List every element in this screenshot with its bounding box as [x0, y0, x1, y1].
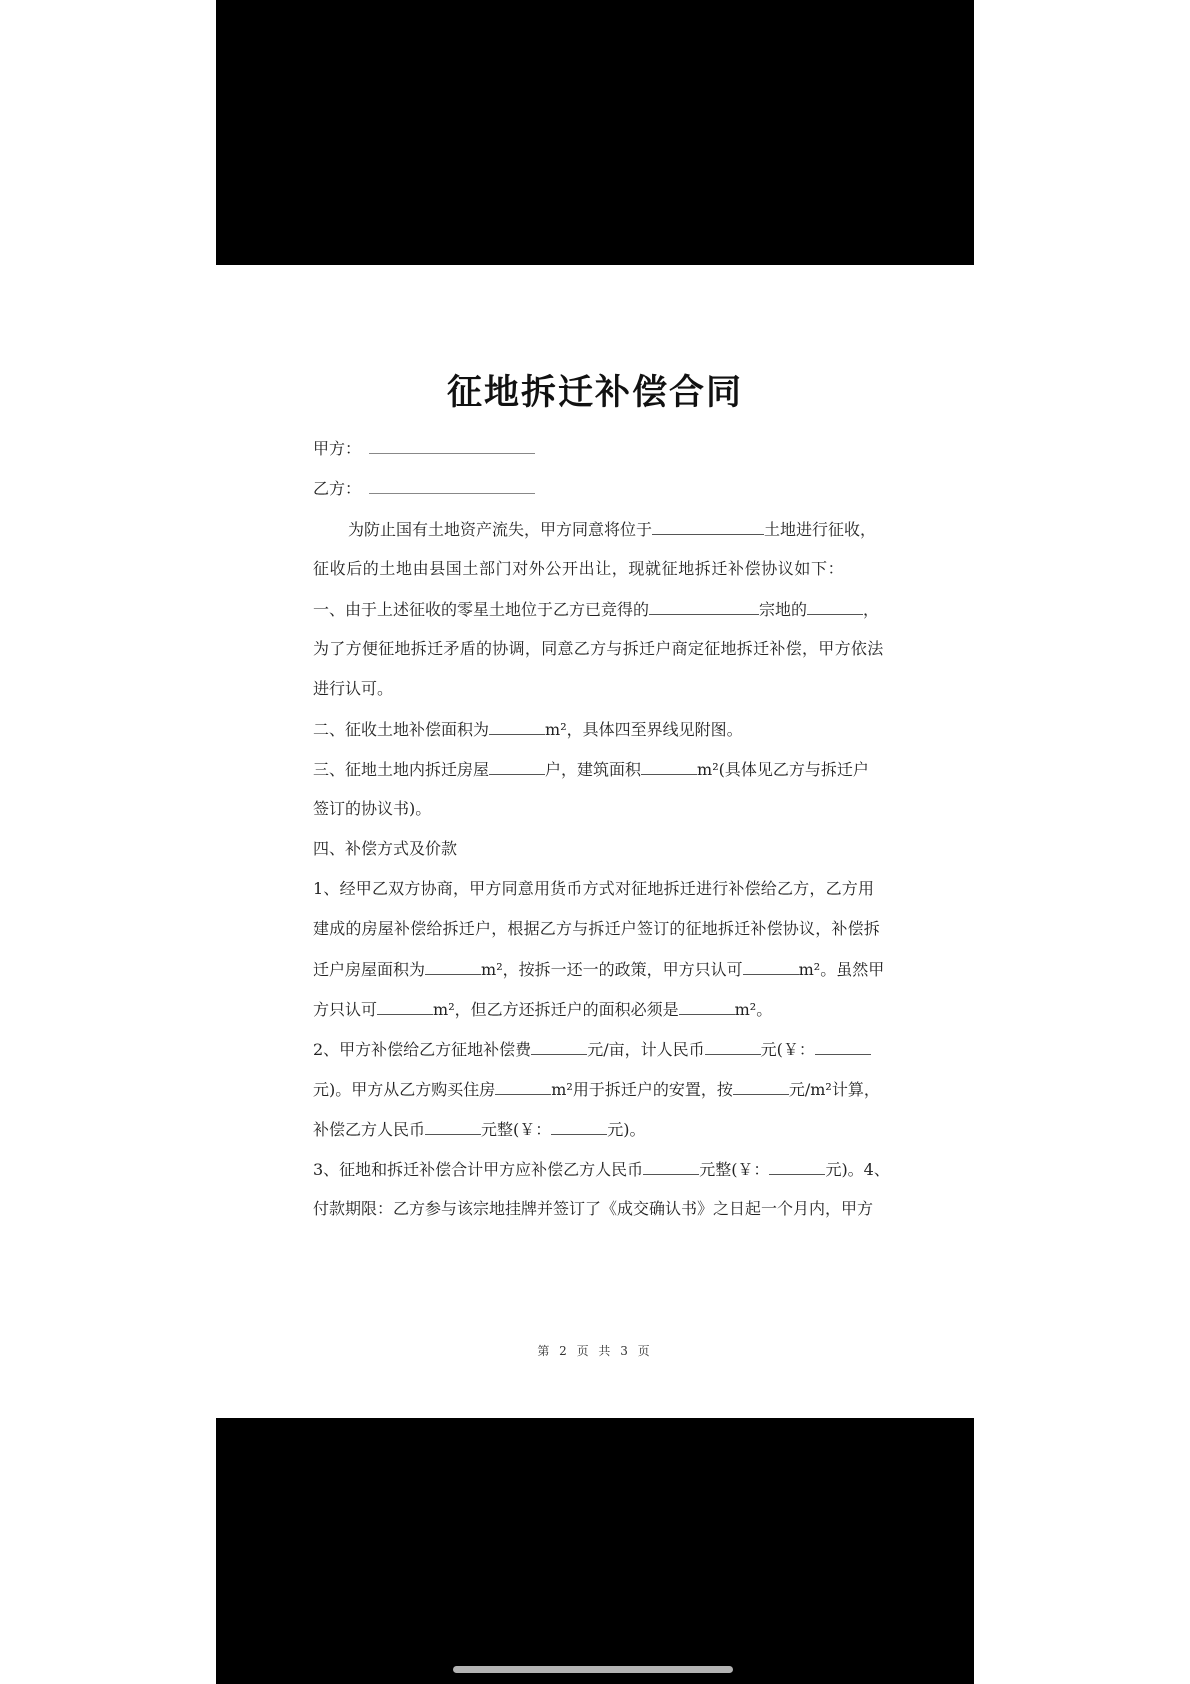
paragraph-line: 2、甲方补偿给乙方征地补偿费 元/亩，计人民币 元(￥：: [313, 1038, 871, 1061]
paragraph-line: 为防止国有土地资产流失，甲方同意将位于 土地进行征收，: [348, 520, 877, 539]
paragraph-line: 补偿乙方人民币 元整(￥： 元)。: [313, 1120, 646, 1139]
paragraph-line: 3、征地和拆迁补偿合计甲方应补偿乙方人民币 元整(￥： 元)。4、: [313, 1160, 890, 1179]
party-b-line: [313, 478, 535, 500]
clause-1-line: 一、由于上述征收的零星土地位于乙方已竞得的 宗地的 ，: [313, 600, 880, 619]
party-b-label: 乙方：: [313, 479, 362, 498]
clause-2-line: 二、征收土地补偿面积为 m²，具体四至界线见附图。: [313, 720, 743, 739]
top-black-band: [216, 0, 974, 265]
paragraph-line: 为了方便征地拆迁矛盾的协调，同意乙方与拆迁户商定征地拆迁补偿，甲方依法: [313, 639, 884, 658]
paragraph-line: 方只认可 m²，但乙方还拆迁户的面积必须是 m²。: [313, 1000, 773, 1019]
party-a-line: [313, 438, 535, 460]
bottom-black-band: [216, 1418, 974, 1684]
section-heading: 四、补偿方式及价款: [313, 839, 458, 858]
party-a-label: 甲方：: [313, 439, 362, 458]
page-title: 征地拆迁补偿合同: [446, 372, 743, 413]
paragraph-line: 1、经甲乙双方协商，甲方同意用货币方式对征地拆迁进行补偿给乙方，乙方用: [313, 879, 875, 898]
paragraph-line: 进行认可。: [313, 679, 394, 698]
paragraph-line: 迁户房屋面积为 m²，按拆一还一的政策，甲方只认可 m²。虽然甲: [313, 960, 885, 979]
paragraph-line: 付款期限：乙方参与该宗地挂牌并签订了《成交确认书》之日起一个月内，甲方: [313, 1199, 874, 1218]
party-b-blank: [369, 479, 535, 494]
page-number: 第 2 页 共 3 页: [537, 1344, 653, 1358]
paragraph-line: 元)。甲方从乙方购买住房 m²用于拆迁户的安置，按 元/m²计算，: [313, 1080, 880, 1099]
paragraph-line: 建成的房屋补偿给拆迁户，根据乙方与拆迁户签订的征地拆迁补偿协议，补偿拆: [313, 919, 881, 938]
paragraph-line: 签订的协议书)。: [313, 799, 432, 818]
party-a-blank: [369, 439, 535, 454]
document-page: [0, 265, 1190, 1418]
clause-3-line: 三、征地土地内拆迁房屋 户，建筑面积 m²(具体见乙方与拆迁户: [313, 760, 869, 779]
home-indicator[interactable]: [453, 1666, 733, 1673]
paragraph-line: 征收后的土地由县国土部门对外公开出让，现就征地拆迁补偿协议如下：: [313, 559, 845, 578]
blank: [652, 518, 764, 535]
